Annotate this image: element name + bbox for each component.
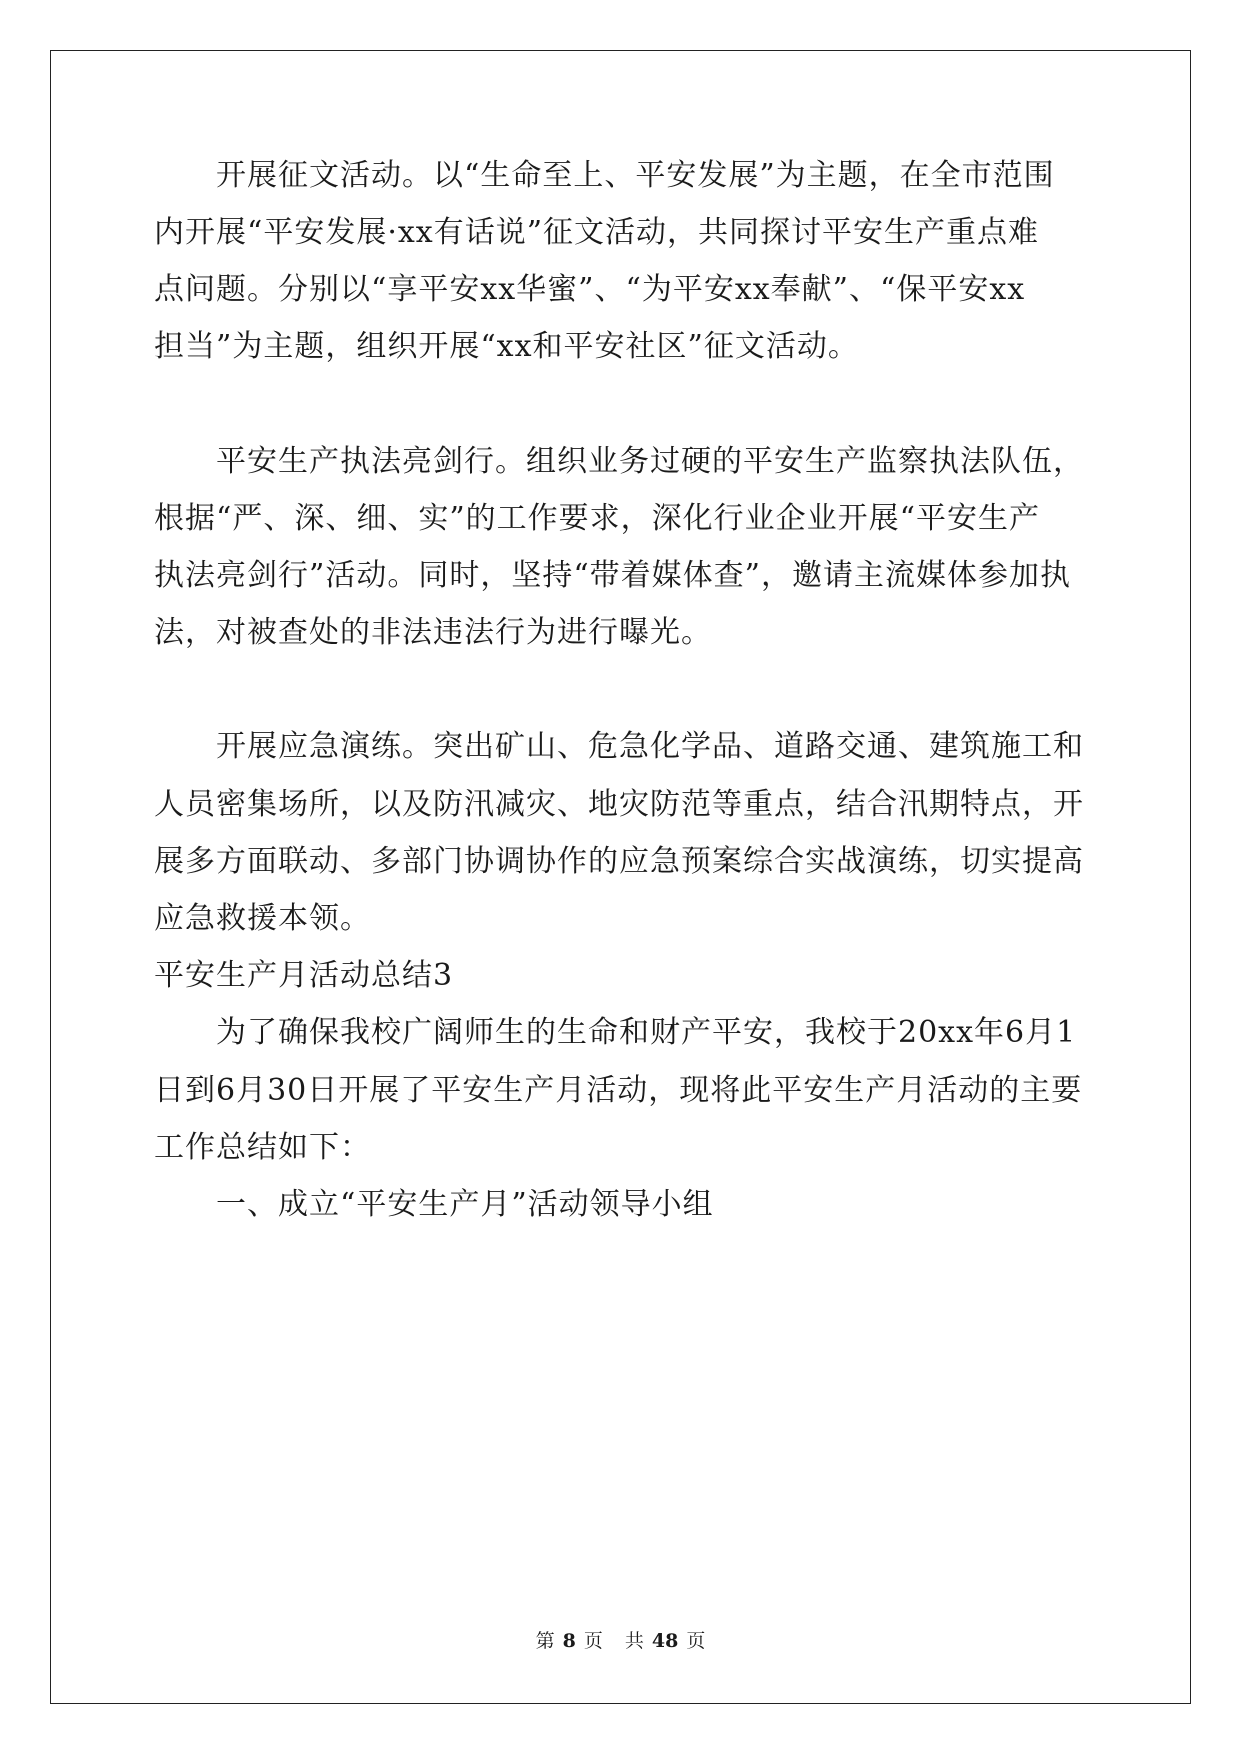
text-line-17: 一、成立“平安生产月”活动领导小组 xyxy=(154,1187,714,1222)
text-line-5: 平安生产执法亮剑行。组织业务过硬的平安生产监察执法队伍， xyxy=(154,444,1084,479)
page-indicator xyxy=(532,1630,607,1652)
text-line-8: 法，对被查处的非法违法行为进行曝光。 xyxy=(154,615,712,650)
text-line-15: 日到6月30日开展了平安生产月活动，现将此平安生产月活动的主要 xyxy=(154,1073,1083,1108)
text-line-1: 开展征文活动。以“生命至上、平安发展”为主题，在全市范围 xyxy=(154,158,1055,193)
text-line-2: 内开展“平安发展·xx有话说”征文活动，共同探讨平安生产重点难 xyxy=(154,215,1040,250)
text-line-12: 应急救援本领。 xyxy=(154,901,371,936)
total-number: 48 xyxy=(651,1630,679,1652)
text-line-9: 开展应急演练。突出矿山、危急化学品、道路交通、建筑施工和 xyxy=(154,729,1084,764)
section-heading: 平安生产月活动总结3 xyxy=(154,958,454,993)
page-suffix: 页 xyxy=(583,1630,603,1652)
page-number: 8 xyxy=(562,1630,576,1652)
text-line-16: 工作总结如下： xyxy=(154,1130,371,1165)
text-line-6: 根据“严、深、细、实”的工作要求，深化行业企业开展“平安生产 xyxy=(154,501,1041,536)
text-line-3: 点问题。分别以“享平安xx华蜜”、“为平安xx奉献”、“保平安xx xyxy=(154,272,1026,307)
text-line-10: 人员密集场所，以及防汛减灾、地灾防范等重点，结合汛期特点，开 xyxy=(154,787,1084,822)
total-suffix: 页 xyxy=(686,1630,706,1652)
total-prefix: 共 xyxy=(624,1630,644,1652)
text-line-4: 担当”为主题，组织开展“xx和平安社区”征文活动。 xyxy=(154,329,859,364)
text-line-11: 展多方面联动、多部门协调协作的应急预案综合实战演练，切实提高 xyxy=(154,844,1084,879)
text-line-7: 执法亮剑行”活动。同时，坚持“带着媒体查”，邀请主流媒体参加执 xyxy=(154,558,1072,593)
text-line-14: 为了确保我校广阔师生的生命和财产平安，我校于20xx年6月1 xyxy=(154,1015,1077,1050)
total-indicator xyxy=(621,1630,709,1652)
page-footer xyxy=(0,1629,1241,1653)
page-prefix: 第 xyxy=(535,1630,555,1652)
